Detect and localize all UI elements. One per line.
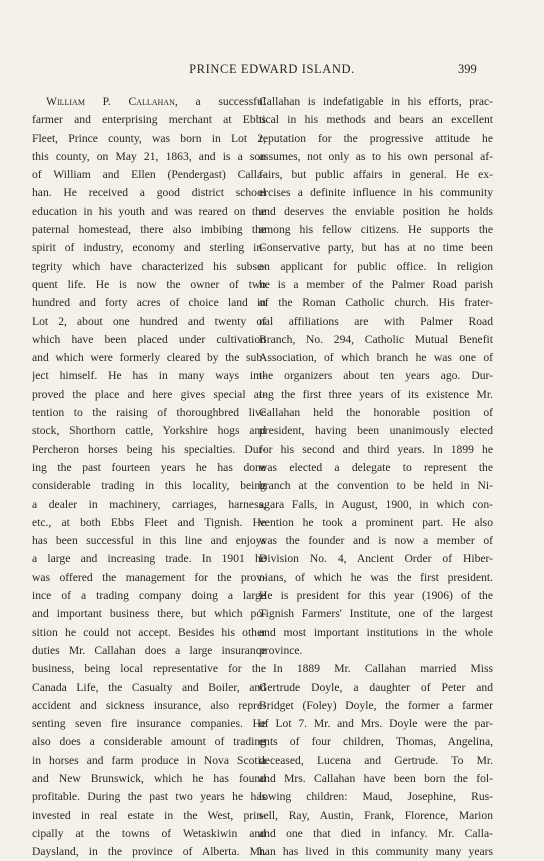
left-column (32, 93, 266, 861)
text-line: sition he could not accept. Besides his other (32, 625, 266, 639)
text-line: president, having been unanimously elected (259, 424, 493, 438)
text-line: among his fellow citizens. He supports the (259, 223, 493, 237)
text-line: this county, on May 21, 1863, and is a son (32, 149, 266, 163)
text-line (32, 93, 266, 111)
text-line: ing the past fourteen years he has done (32, 460, 266, 474)
text-line: he is a member of the Palmer Road parish (259, 277, 493, 291)
text-line: ject himself. He has in many ways im- (32, 369, 266, 383)
text-line: Callahan held the honorable position of (259, 406, 493, 420)
text-line: a large and increasing trade. In 1901 he (32, 552, 266, 566)
text-line: which have been placed under cultivation (32, 332, 266, 346)
text-line: fairs, but public affairs in general. He ex- (259, 168, 493, 182)
text-line: and which were formerly cleared by the sub- (32, 351, 266, 365)
text-line: for his second and third years. In 1899 he (259, 442, 493, 456)
text-line: Conservative party, but has at no time been (259, 241, 493, 255)
text-line: senting seven fire insurance companies. He (32, 717, 266, 731)
text-line: Callahan is indefatigable in his efforts, prac- (259, 95, 493, 108)
text-line: reputation for the progressive attitude he (259, 131, 493, 145)
text-line: profitable. During the past two years he has (32, 790, 266, 804)
text-line: also does a considerable amount of trading (32, 735, 266, 749)
text-line: sell, Ray, Austin, Frank, Florence, Marion (259, 808, 493, 822)
text-line: business, being local representative for the (32, 662, 266, 676)
text-line: paternal homestead, there also imbibing the (32, 223, 266, 237)
text-line: was offered the management for the prov- (32, 570, 266, 584)
text-line: farmer and enterprising merchant at Ebbs (32, 113, 266, 127)
text-line: Gertrude Doyle, a daughter of Peter and (259, 680, 493, 694)
text-line: Fleet, Prince county, was born in Lot 2, (32, 131, 266, 145)
text-line: and most important institutions in the whole (259, 625, 493, 639)
text-line: education in his youth and was reared on the (32, 204, 266, 218)
text-line: a dealer in machinery, carriages, harness, (32, 497, 266, 511)
text-line: assumes, not only as to his own personal af- (259, 149, 493, 163)
text-line: In 1889 Mr. Callahan married Miss (273, 662, 493, 676)
text-line: Bridget (Foley) Doyle, the former a farmer (259, 698, 493, 712)
text-line: Branch, No. 294, Catholic Mutual Benefit (259, 332, 493, 346)
text-line: has been successful in this line and enjoys (32, 534, 266, 548)
biography-subject-name: William P. Callahan (46, 95, 175, 108)
text-line: of William and Ellen (Pendergast) Calla- (32, 168, 266, 182)
text-line: Canada Life, the Casualty and Boiler, and (32, 680, 266, 694)
text-line-rest: , a successful (174, 95, 266, 108)
text-line: Percheron horses being his specialties. Dur- (32, 442, 266, 456)
text-line: vention he took a prominent part. He also (259, 515, 493, 529)
text-line: lowing children: Maud, Josephine, Rus- (259, 790, 493, 804)
text-line: in horses and farm produce in Nova Scotia (32, 753, 266, 767)
text-line: Daysland, in the province of Alberta. Mr. (32, 845, 266, 859)
text-line: He is president for this year (1906) of the (259, 589, 493, 603)
text-line: tegrity which have characterized his subse- (32, 259, 266, 273)
text-line: tention to the raising of thoroughbred live (32, 406, 266, 420)
text-line: stock, Shorthorn cattle, Yorkshire hogs and (32, 424, 266, 438)
text-line: etc., at both Ebbs Fleet and Tignish. He (32, 515, 266, 529)
text-line: and New Brunswick, which he has found (32, 771, 266, 785)
text-line: and one that died in infancy. Mr. Calla- (259, 826, 493, 840)
text-line: ents of four children, Thomas, Angelina, (259, 735, 493, 749)
text-line: nians, of which he was the first president. (259, 570, 493, 584)
text-line: proved the place and here gives special at- (32, 387, 266, 401)
text-line: the organizers about ten years ago. Dur- (259, 369, 493, 383)
text-line: and deserves the enviable position he holds (259, 204, 493, 218)
text-line: tical in his methods and bears an excellent (259, 113, 493, 127)
text-line: province. (259, 643, 303, 657)
text-line: ince of a trading company doing a large (32, 589, 266, 603)
text-line: branch at the convention to be held in Ni- (259, 479, 493, 493)
text-line: Division No. 4, Ancient Order of Hiber- (259, 552, 493, 566)
text-line: accident and sickness insurance, also repre- (32, 698, 266, 712)
text-line: han has lived in this community many years (259, 845, 493, 859)
text-line: Lot 2, about one hundred and twenty of (32, 314, 266, 328)
text-line: of the Roman Catholic church. His frater- (259, 296, 493, 310)
text-line: was the founder and is now a member of (259, 534, 493, 548)
text-line: considerable trading in this locality, being (32, 479, 266, 493)
text-line: an applicant for public office. In religion (259, 259, 493, 273)
text-line: spirit of industry, economy and sterling in- (32, 241, 266, 255)
text-line: hundred and forty acres of choice land in (32, 296, 266, 310)
text-line: of Lot 7. Mr. and Mrs. Doyle were the par- (259, 717, 493, 731)
text-line: han. He received a good district school (32, 186, 266, 200)
right-column (259, 93, 493, 861)
text-line: nal affiliations are with Palmer Road (259, 314, 493, 328)
text-line: invested in real estate in the West, prin- (32, 808, 266, 822)
text-line: was elected a delegate to represent the (259, 460, 493, 474)
text-line: and important business there, but which po- (32, 607, 266, 621)
text-line: quent life. He is now the owner of two (32, 277, 266, 291)
text-line: Tignish Farmers' Institute, one of the largest (259, 607, 493, 621)
text-line: deceased, Lucena and Gertrude. To Mr. (259, 753, 493, 767)
text-line: ercises a definite influence in his community (259, 186, 493, 200)
text-line: and Mrs. Callahan have been born the fol- (259, 771, 493, 785)
text-line: Association, of which branch he was one of (259, 351, 493, 365)
running-head-title: PRINCE EDWARD ISLAND. (189, 62, 355, 76)
text-line: duties Mr. Callahan does a large insurance (32, 643, 266, 657)
text-line: cipally at the towns of Wetaskiwin and (32, 826, 266, 840)
text-line: agara Falls, in August, 1900, in which con- (259, 497, 493, 511)
page-number: 399 (458, 62, 477, 76)
text-line: ing the first three years of its existence Mr. (259, 387, 493, 401)
